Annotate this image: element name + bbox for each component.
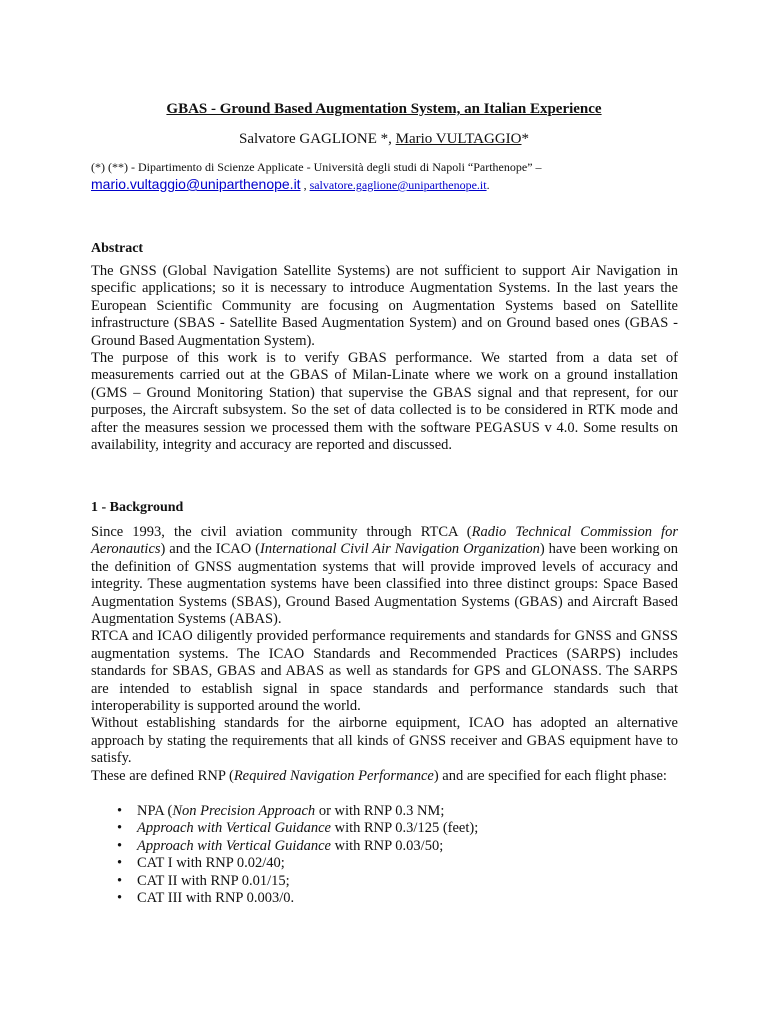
text-run: ) and are specified for each flight phase: bbox=[433, 767, 667, 784]
affiliation: (*) (**) - Dipartimento di Scienze Applicate - Università degli studi di Napoli “Parthenope” – bbox=[91, 160, 542, 174]
text-run: These are defined RNP ( bbox=[91, 767, 234, 784]
bullet-icon: • bbox=[117, 855, 123, 872]
italic-run: Required Navigation Performance bbox=[233, 767, 434, 784]
paper-title: GBAS - Ground Based Augmentation System, an Italian Experience bbox=[166, 101, 602, 117]
text-run: or with RNP 0.3 NM; bbox=[315, 803, 445, 819]
section-heading-background: 1 - Background bbox=[91, 500, 184, 515]
author-1: Salvatore GAGLIONE *, bbox=[238, 131, 396, 147]
list-item bbox=[91, 873, 691, 890]
abstract-paragraph-2: The purpose of this work is to verify GBAS performance. We started from a data set of measurements carried out at the GBAS of Milan-Linate where we work on a ground installation (GMS – Ground Monitoring Station) that supervise the GBAS signal and that represent, for our purposes, the Aircraft subsystem. So the set of data collected is to be considered in RTK mode and after the measures session we processed them with the software PEGASUS v 4.0. Some results on availability, integrity and accuracy are reported and discussed. bbox=[91, 350, 678, 454]
text-run: CAT II with RNP 0.01/15; bbox=[137, 872, 290, 889]
background-paragraph-3: Without establishing standards for the airborne equipment, ICAO has adopted an alternative approach by stating the requirements that all kinds of GNSS receiver and GBAS equipment have to satisfy. bbox=[91, 715, 678, 767]
email-link-2[interactable]: salvatore.gaglione@uniparthenope.it bbox=[309, 178, 487, 192]
text-run: ) and the ICAO ( bbox=[160, 541, 260, 558]
list-item bbox=[91, 890, 691, 907]
text-run: with RNP 0.3/125 (feet); bbox=[330, 820, 479, 837]
bullet-icon: • bbox=[117, 837, 123, 854]
italic-run: International Civil Air Navigation Organization bbox=[259, 541, 540, 558]
abstract-paragraph-1: The GNSS (Global Navigation Satellite Systems) are not sufficient to support Air Navigation in specific applications; so it is necessary to introduce Augmentation Systems. In the last years the European Scientific Community are focusing on Augmentation Systems based on Satellite infrastructure (SBAS - Satellite Based Augmentation System) and on Ground based ones (GBAS - Ground Based Augmentation System). bbox=[91, 263, 678, 349]
italic-run: Approach with Vertical Guidance bbox=[137, 837, 331, 854]
italic-run: Approach with Vertical Guidance bbox=[137, 820, 331, 837]
list-item bbox=[91, 855, 691, 872]
italic-run: Non Precision Approach bbox=[172, 803, 316, 819]
email-separator: , bbox=[300, 178, 310, 192]
text-run: ) have been working on the definition of GNSS augmentation systems that will provide improved levels of accuracy and integrity. These augmentation systems have been classified into three distinct groups: Space Based Augmentation Systems (SBAS), Ground Based Augmentation Systems (GBAS) and Aircraft Based Augmentation Systems (ABAS). bbox=[91, 541, 678, 628]
list-item bbox=[91, 803, 691, 820]
author-2-suffix: * bbox=[521, 131, 529, 147]
background-paragraph-2: RTCA and ICAO diligently provided performance requirements and standards for GNSS and GNSS augmentation systems. The ICAO Standards and Recommended Practices (SARPS) includes standards for SBAS, GBAS and ABAS as well as standards for GPS and GLONASS. The SARPS are intended to establish signal in space standards and performance standards such that interoperability is supported around the world. bbox=[91, 628, 678, 715]
bullet-icon: • bbox=[117, 872, 123, 889]
author-line bbox=[0, 131, 768, 148]
text-run: NPA ( bbox=[137, 803, 173, 819]
text-run: with RNP 0.03/50; bbox=[330, 837, 444, 854]
email-link-1[interactable]: mario.vultaggio@uniparthenope.it bbox=[91, 176, 301, 192]
italic-run: Radio Technical Commission for Aeronautics bbox=[91, 524, 678, 558]
background-body bbox=[91, 524, 678, 785]
text-run: CAT III with RNP 0.003/0. bbox=[137, 890, 295, 907]
author-2: Mario VULTAGGIO bbox=[395, 131, 522, 147]
bullet-icon: • bbox=[117, 803, 123, 819]
text-run: Since 1993, the civil aviation community through RTCA ( bbox=[91, 524, 472, 540]
email-end: . bbox=[486, 178, 490, 192]
bullet-icon: • bbox=[117, 890, 123, 907]
list-item bbox=[91, 838, 691, 855]
list-item bbox=[91, 820, 691, 837]
abstract-body bbox=[91, 263, 678, 454]
bullet-icon: • bbox=[117, 820, 123, 837]
background-paragraph-1 bbox=[91, 524, 678, 628]
text-run: CAT I with RNP 0.02/40; bbox=[137, 855, 285, 872]
email-line bbox=[91, 174, 691, 195]
rnp-bullet-list bbox=[91, 803, 691, 907]
abstract-heading: Abstract bbox=[91, 241, 144, 256]
background-paragraph-4 bbox=[91, 768, 678, 785]
